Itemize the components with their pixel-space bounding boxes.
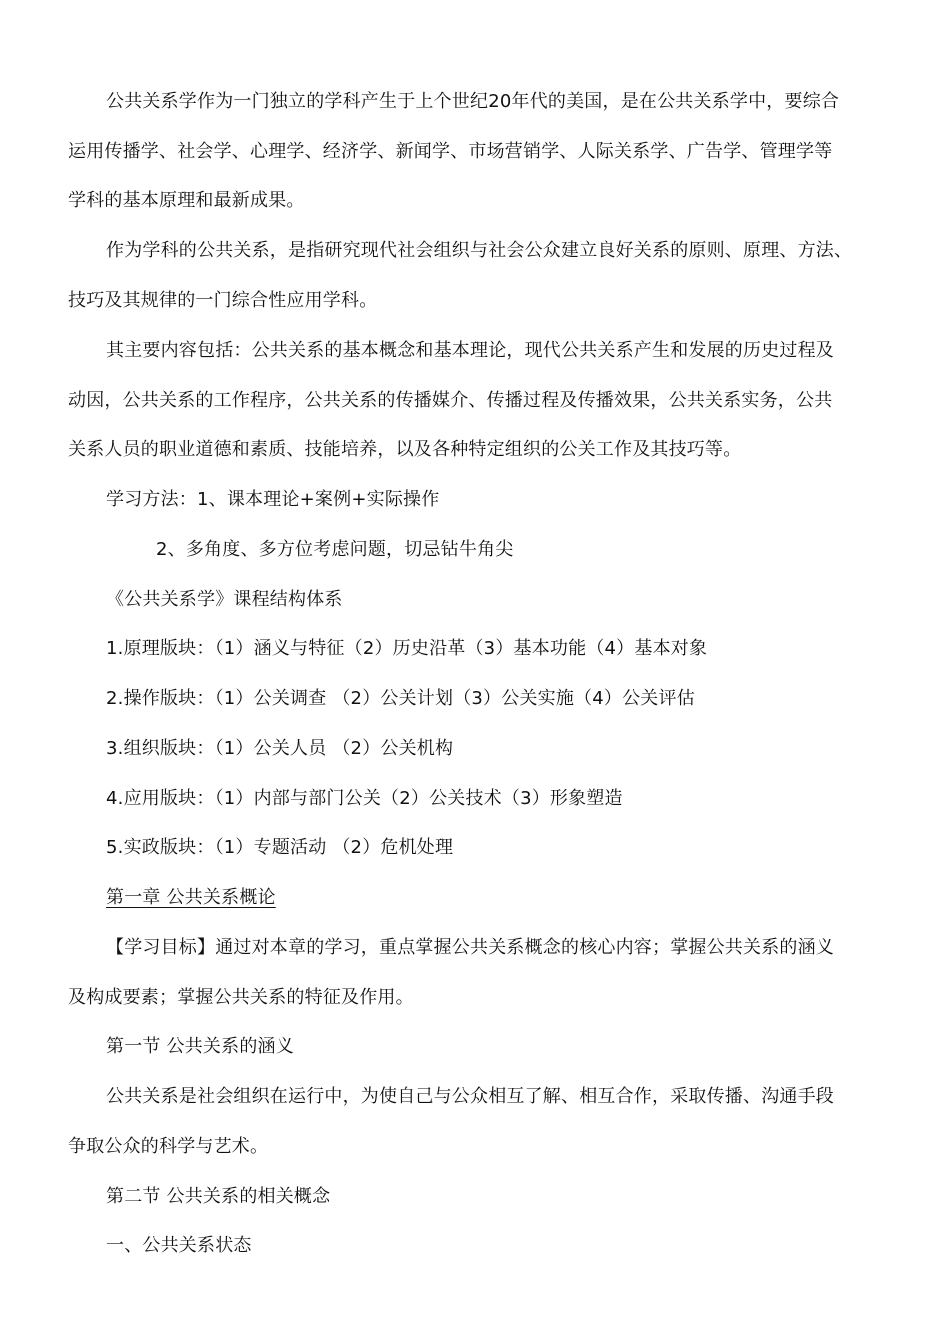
paragraph-intro-line-2: 运用传播学、社会学、心理学、经济学、新闻学、市场营销学、人际关系学、广告学、管理学等 — [68, 141, 833, 162]
study-method-line-1: 学习方法：1、课本理论+案例+实际操作 — [106, 489, 440, 510]
definition-line-2: 争取公众的科学与艺术。 — [68, 1136, 269, 1157]
section-one-title: 第一节 公共关系的涵义 — [106, 1036, 294, 1057]
paragraph-content-line-1: 其主要内容包括：公共关系的基本概念和基本理论，现代公共关系产生和发展的历史过程及 — [106, 340, 834, 361]
definition-line-1: 公共关系是社会组织在运行中，为使自己与公众相互了解、相互合作，采取传播、沟通手段 — [106, 1086, 834, 1107]
paragraph-definition-line-2: 技巧及其规律的一门综合性应用学科。 — [68, 290, 378, 311]
section-two-title: 第二节 公共关系的相关概念 — [106, 1186, 331, 1207]
paragraph-intro-line-1: 公共关系学作为一门独立的学科产生于上个世纪20年代的美国，是在公共关系学中，要综合 — [106, 91, 840, 112]
course-structure-heading: 《公共关系学》课程结构体系 — [106, 589, 343, 610]
paragraph-definition-line-1: 作为学科的公共关系，是指研究现代社会组织与社会公众建立良好关系的原则、原理、方法、 — [106, 240, 853, 261]
learning-objective-line-2: 及构成要素；掌握公共关系的特征及作用。 — [68, 987, 414, 1008]
learning-objective-line-1: 【学习目标】通过对本章的学习，重点掌握公共关系概念的核心内容；掌握公共关系的涵义 — [106, 937, 834, 958]
module-principle: 1.原理版块：（1）涵义与特征（2）历史沿革（3）基本功能（4）基本对象 — [106, 638, 708, 659]
paragraph-content-line-2: 动因，公共关系的工作程序，公共关系的传播媒介、传播过程及传播效果，公共关系实务，公共 — [68, 390, 833, 411]
paragraph-content-line-3: 关系人员的职业道德和素质、技能培养，以及各种特定组织的公关工作及其技巧等。 — [68, 439, 742, 460]
paragraph-intro-line-3: 学科的基本原理和最新成果。 — [68, 190, 305, 211]
module-organization: 3.组织版块：（1）公关人员 （2）公关机构 — [106, 738, 454, 759]
module-operation: 2.操作版块：（1）公关调查 （2）公关计划（3）公关实施（4）公关评估 — [106, 688, 695, 709]
subsection-one-title: 一、公共关系状态 — [106, 1235, 252, 1256]
study-method-line-2: 2、多角度、多方位考虑问题，切忌钻牛角尖 — [156, 539, 514, 560]
module-practice: 5.实政版块：（1）专题活动 （2）危机处理 — [106, 837, 454, 858]
module-application: 4.应用版块：（1）内部与部门公关（2）公关技术（3）形象塑造 — [106, 788, 623, 809]
chapter-one-title: 第一章 公共关系概论 — [106, 887, 276, 908]
